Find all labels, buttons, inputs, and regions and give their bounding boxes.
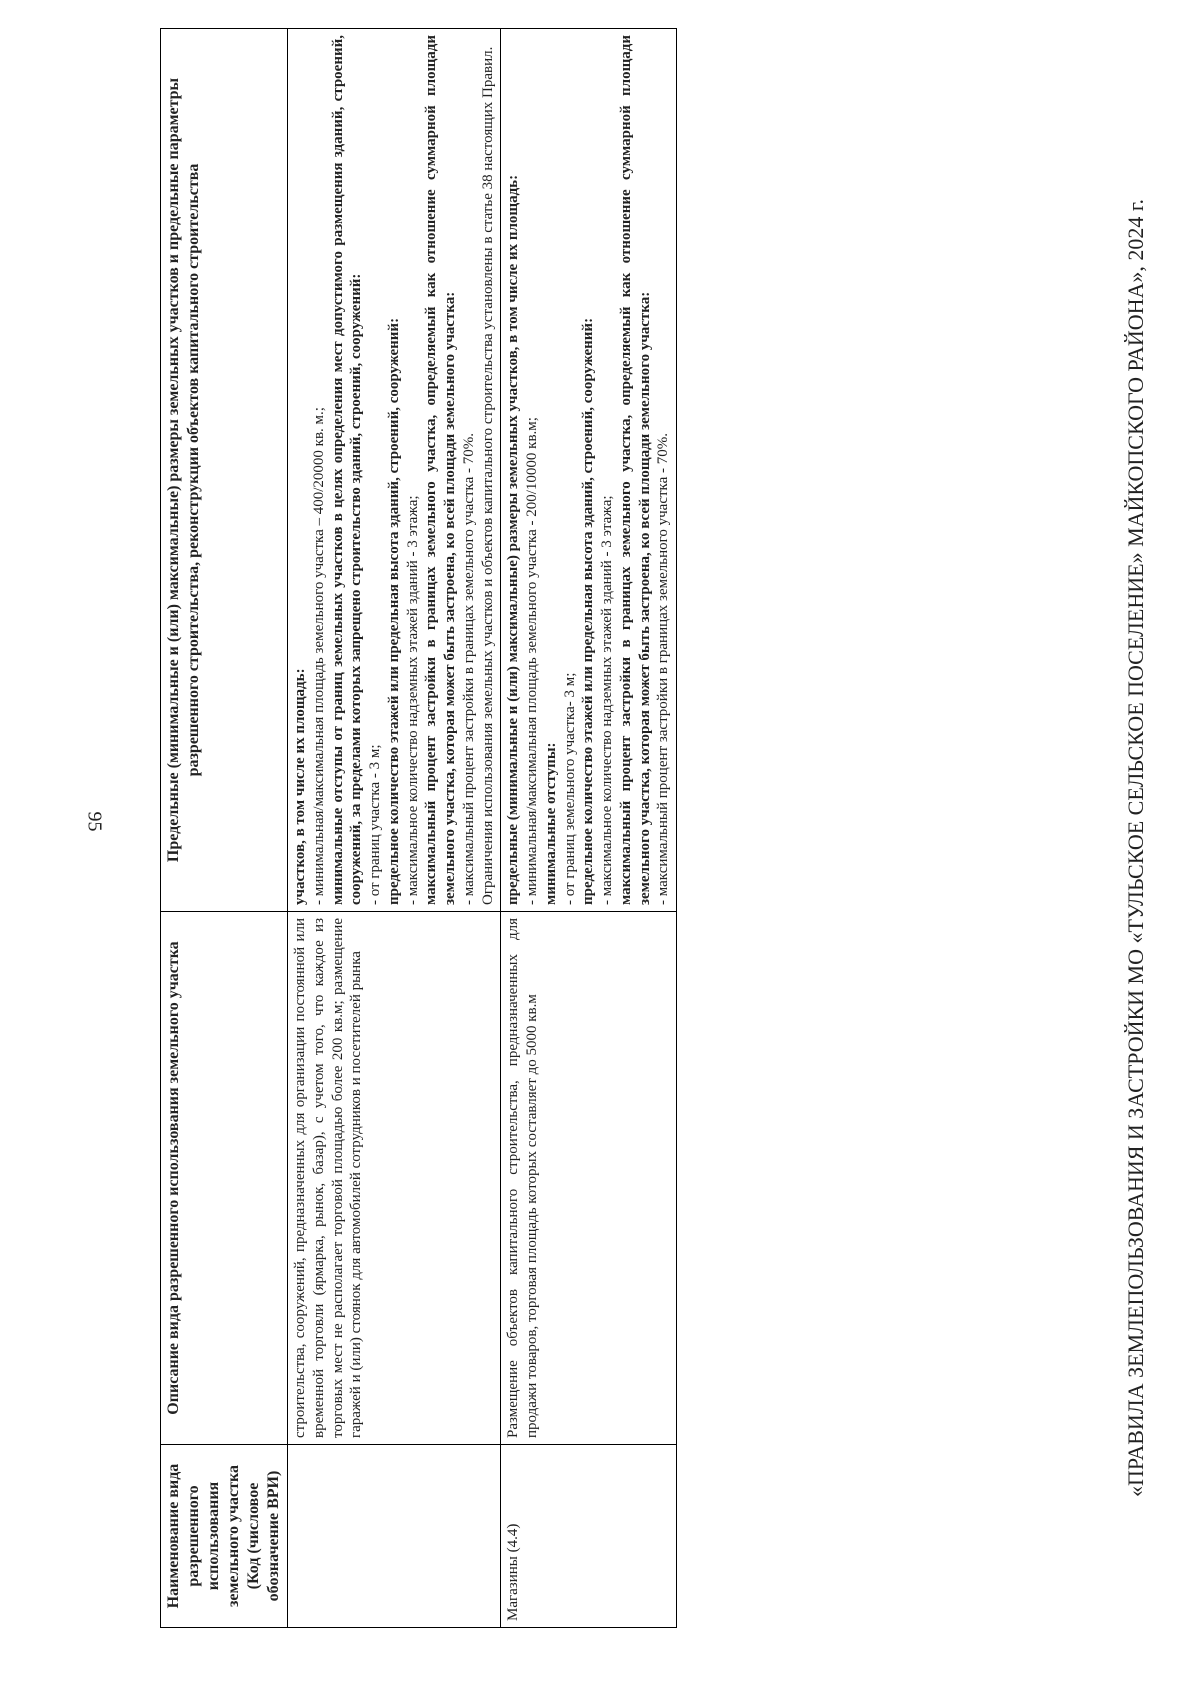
param-line: - максимальный процент застройки в границах земельного участка - 70%. xyxy=(655,432,672,905)
row1-description: строительства, сооружений, предназначенных для организации постоянной или временной торговли (ярмарка, рынок, базар), с учетом того, что каждое из торговых мест не располагает торговой площадью более 200 кв.м; размещение гаражей и (или) стоянок для автомобилей сотрудников и посетителей рынка xyxy=(288,912,501,1445)
header-vri-name: Наименование вида разрешенного использования земельного участка (Код (числовое обозначение ВРИ) xyxy=(161,1445,288,1628)
param-line: - от границ земельного участка- 3 м; xyxy=(561,672,578,905)
param-line: - минимальная/максимальная площадь земельного участка - 200/10000 кв.м; xyxy=(524,417,540,905)
row2-params xyxy=(501,29,677,912)
regulations-table xyxy=(160,28,677,1628)
param-line: - от границ участка - 3 м; xyxy=(367,744,383,905)
param-line: предельное количество этажей или предельная высота зданий, строений, сооружений: xyxy=(580,317,597,905)
param-line: - максимальное количество надземных этажей зданий - 3 этажа; xyxy=(599,495,615,905)
param-line: максимальный процент застройки в границах земельного участка, определяемый как отношение суммарной площади земельного участка, которая может быть застроена, ко всей площади земельного участка: xyxy=(617,35,653,905)
param-line: - максимальное количество надземных этажей зданий - 3 этажа; xyxy=(404,495,421,905)
table-row xyxy=(501,29,677,1628)
table-row xyxy=(288,29,501,1628)
param-line: предельное количество этажей или предельная высота зданий, строений, сооружений: xyxy=(385,317,402,905)
row1-params xyxy=(288,29,501,912)
row2-name: Магазины (4.4) xyxy=(501,1445,677,1628)
param-line: минимальные отступы от границ земельных участков в целях определения мест допустимого размещения зданий, строений, сооружений, за пределами которых запрещено строительство зданий, строений, сооружений: xyxy=(329,35,365,905)
param-line: минимальные отступы: xyxy=(542,742,559,905)
param-line: максимальный процент застройки в границах земельного участка, определяемый как отношение суммарной площади земельного участка, которая может быть застроена, ко всей площади земельного участка: xyxy=(423,35,458,905)
document-footer: «ПРАВИЛА ЗЕМЛЕПОЛЬЗОВАНИЯ И ЗАСТРОЙКИ МО «ТУЛЬСКОЕ СЕЛЬСКОЕ ПОСЕЛЕНИЕ» МАЙКОПСКОГО РАЙОНА», 2024 г. xyxy=(1123,199,1148,1497)
param-line: - минимальная/максимальная площадь земельного участка – 400/20000 кв. м.; xyxy=(310,407,327,905)
table-header-row xyxy=(161,29,288,1628)
header-description: Описание вида разрешенного использования земельного участка xyxy=(161,912,288,1445)
page-number: 95 xyxy=(83,811,106,832)
rotated-table-container xyxy=(160,35,1040,1628)
header-parameters: Предельные (минимальные и (или) максимальные) размеры земельных участков и предельные параметры разрешенного строительства, реконструкции объектов капитального строительства xyxy=(161,29,288,912)
param-line: - максимальный процент застройки в границах земельного участка - 70%. xyxy=(460,432,477,905)
param-line: предельные (минимальные и (или) максимальные) размеры земельных участков, в том числе их площадь: xyxy=(505,174,522,905)
row2-description: Размещение объектов капитального строительства, предназначенных для продажи товаров, торговая площадь которых составляет до 5000 кв.м xyxy=(501,912,677,1445)
param-line: Ограничения использования земельных участков и объектов капитального строительства установлены в статье 38 настоящих Правил. xyxy=(479,46,496,905)
row1-name xyxy=(288,1445,501,1628)
param-line: участков, в том числе их площадь: xyxy=(292,668,308,905)
